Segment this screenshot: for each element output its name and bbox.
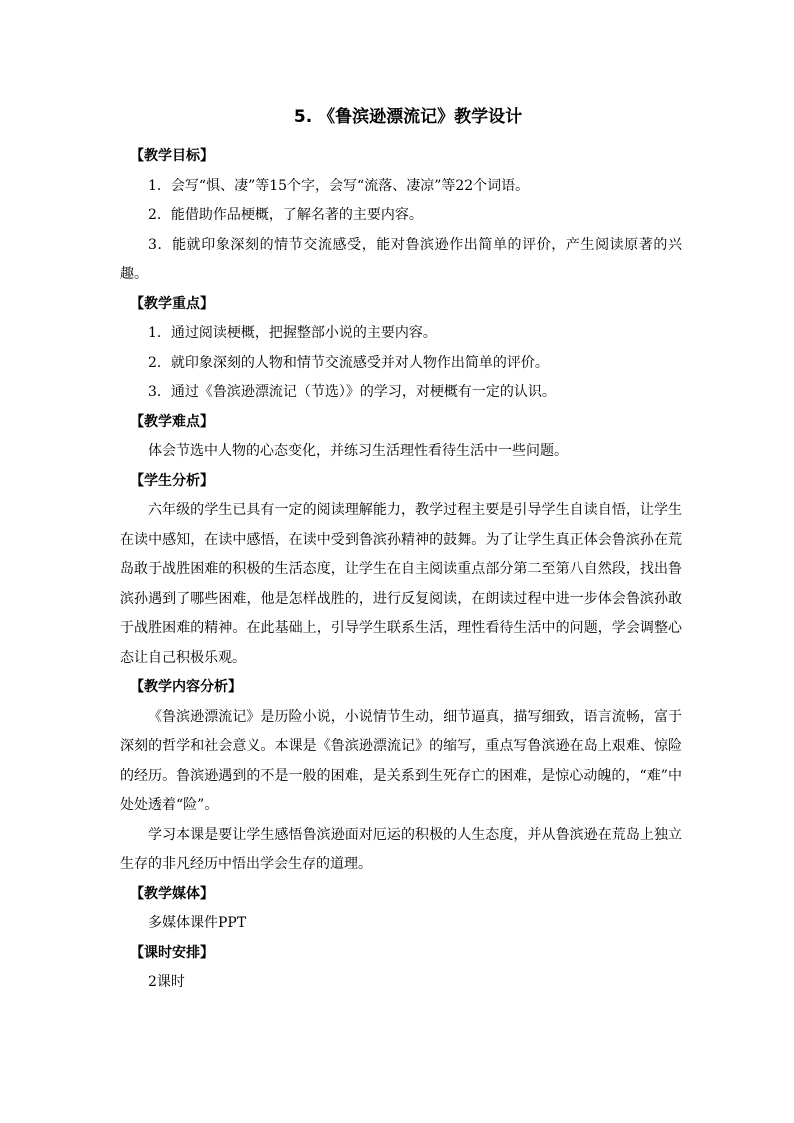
key-point-item-1: 1．通过阅读梗概，把握整部小说的主要内容。 <box>148 325 437 341</box>
key-point-item-2: 2．就印象深刻的人物和情节交流感受并对人物作出简单的评价。 <box>148 354 549 371</box>
content-analysis-paragraph-2: 学习本课是要让学生感悟鲁滨逊面对厄运的积极的人生态度，并从鲁滨逊在荒岛上独立生存的非凡经历中悟出学会生存的道理。 <box>120 826 682 872</box>
section-heading-student-analysis: 【学生分析】 <box>130 472 214 489</box>
goal-item-1: 1．会写“惧、凄”等15个字，会写“流落、凄凉”等22个词语。 <box>148 177 530 194</box>
goal-item-3: 3．能就印象深刻的情节交流感受，能对鲁滨逊作出简单的评价，产生阅读原著的兴趣。 <box>120 236 682 282</box>
difficulties-text: 体会节选中人物的心态变化，并练习生活理性看待生活中一些问题。 <box>148 443 568 459</box>
goal-item-2: 2．能借助作品梗概，了解名著的主要内容。 <box>148 207 423 223</box>
section-heading-difficulties: 【教学难点】 <box>130 413 214 430</box>
schedule-text: 2课时 <box>148 974 185 990</box>
section-heading-goals: 【教学目标】 <box>130 148 214 164</box>
document-page <box>120 104 682 998</box>
content-analysis-paragraph-1: 《鲁滨逊漂流记》是历险小说，小说情节生动，细节逼真，描写细致，语言流畅，富于深刻的哲学和社会意义。本课是《鲁滨逊漂流记》的缩写，重点写鲁滨逊在岛上艰难、惊险的经历。鲁滨逊遇到的不是一般的困难，是关系到生死存亡的困难，是惊心动魄的，“难”中处处透着“险”。 <box>120 708 682 813</box>
section-heading-schedule: 【课时安排】 <box>130 944 214 961</box>
student-analysis-text: 六年级的学生已具有一定的阅读理解能力，教学过程主要是引导学生自读自悟，让学生在读中感知，在读中感悟，在读中受到鲁滨孙精神的鼓舞。为了让学生真正体会鲁滨孙在荒岛敢于战胜困难的积极的生活态度，让学生在自主阅读重点部分第二至第八自然段，找出鲁滨孙遇到了哪些困难，他是怎样战胜的，进行反复阅读，在朗读过程中进一步体会鲁滨孙敢于战胜困难的精神。在此基础上，引导学生联系生活，理性看待生活中的问题，学会调整心态让自己积极乐观。 <box>120 502 682 666</box>
document-title: 5. 《鲁滨逊漂流记》教学设计 <box>293 107 523 127</box>
section-heading-media: 【教学媒体】 <box>130 885 214 902</box>
media-text: 多媒体课件PPT <box>148 915 247 931</box>
section-heading-key-points: 【教学重点】 <box>130 295 214 312</box>
key-point-item-3: 3．通过《鲁滨逊漂流记（节选）》的学习，对梗概有一定的认识。 <box>148 384 556 400</box>
section-heading-content-analysis: 【教学内容分析】 <box>130 679 242 695</box>
